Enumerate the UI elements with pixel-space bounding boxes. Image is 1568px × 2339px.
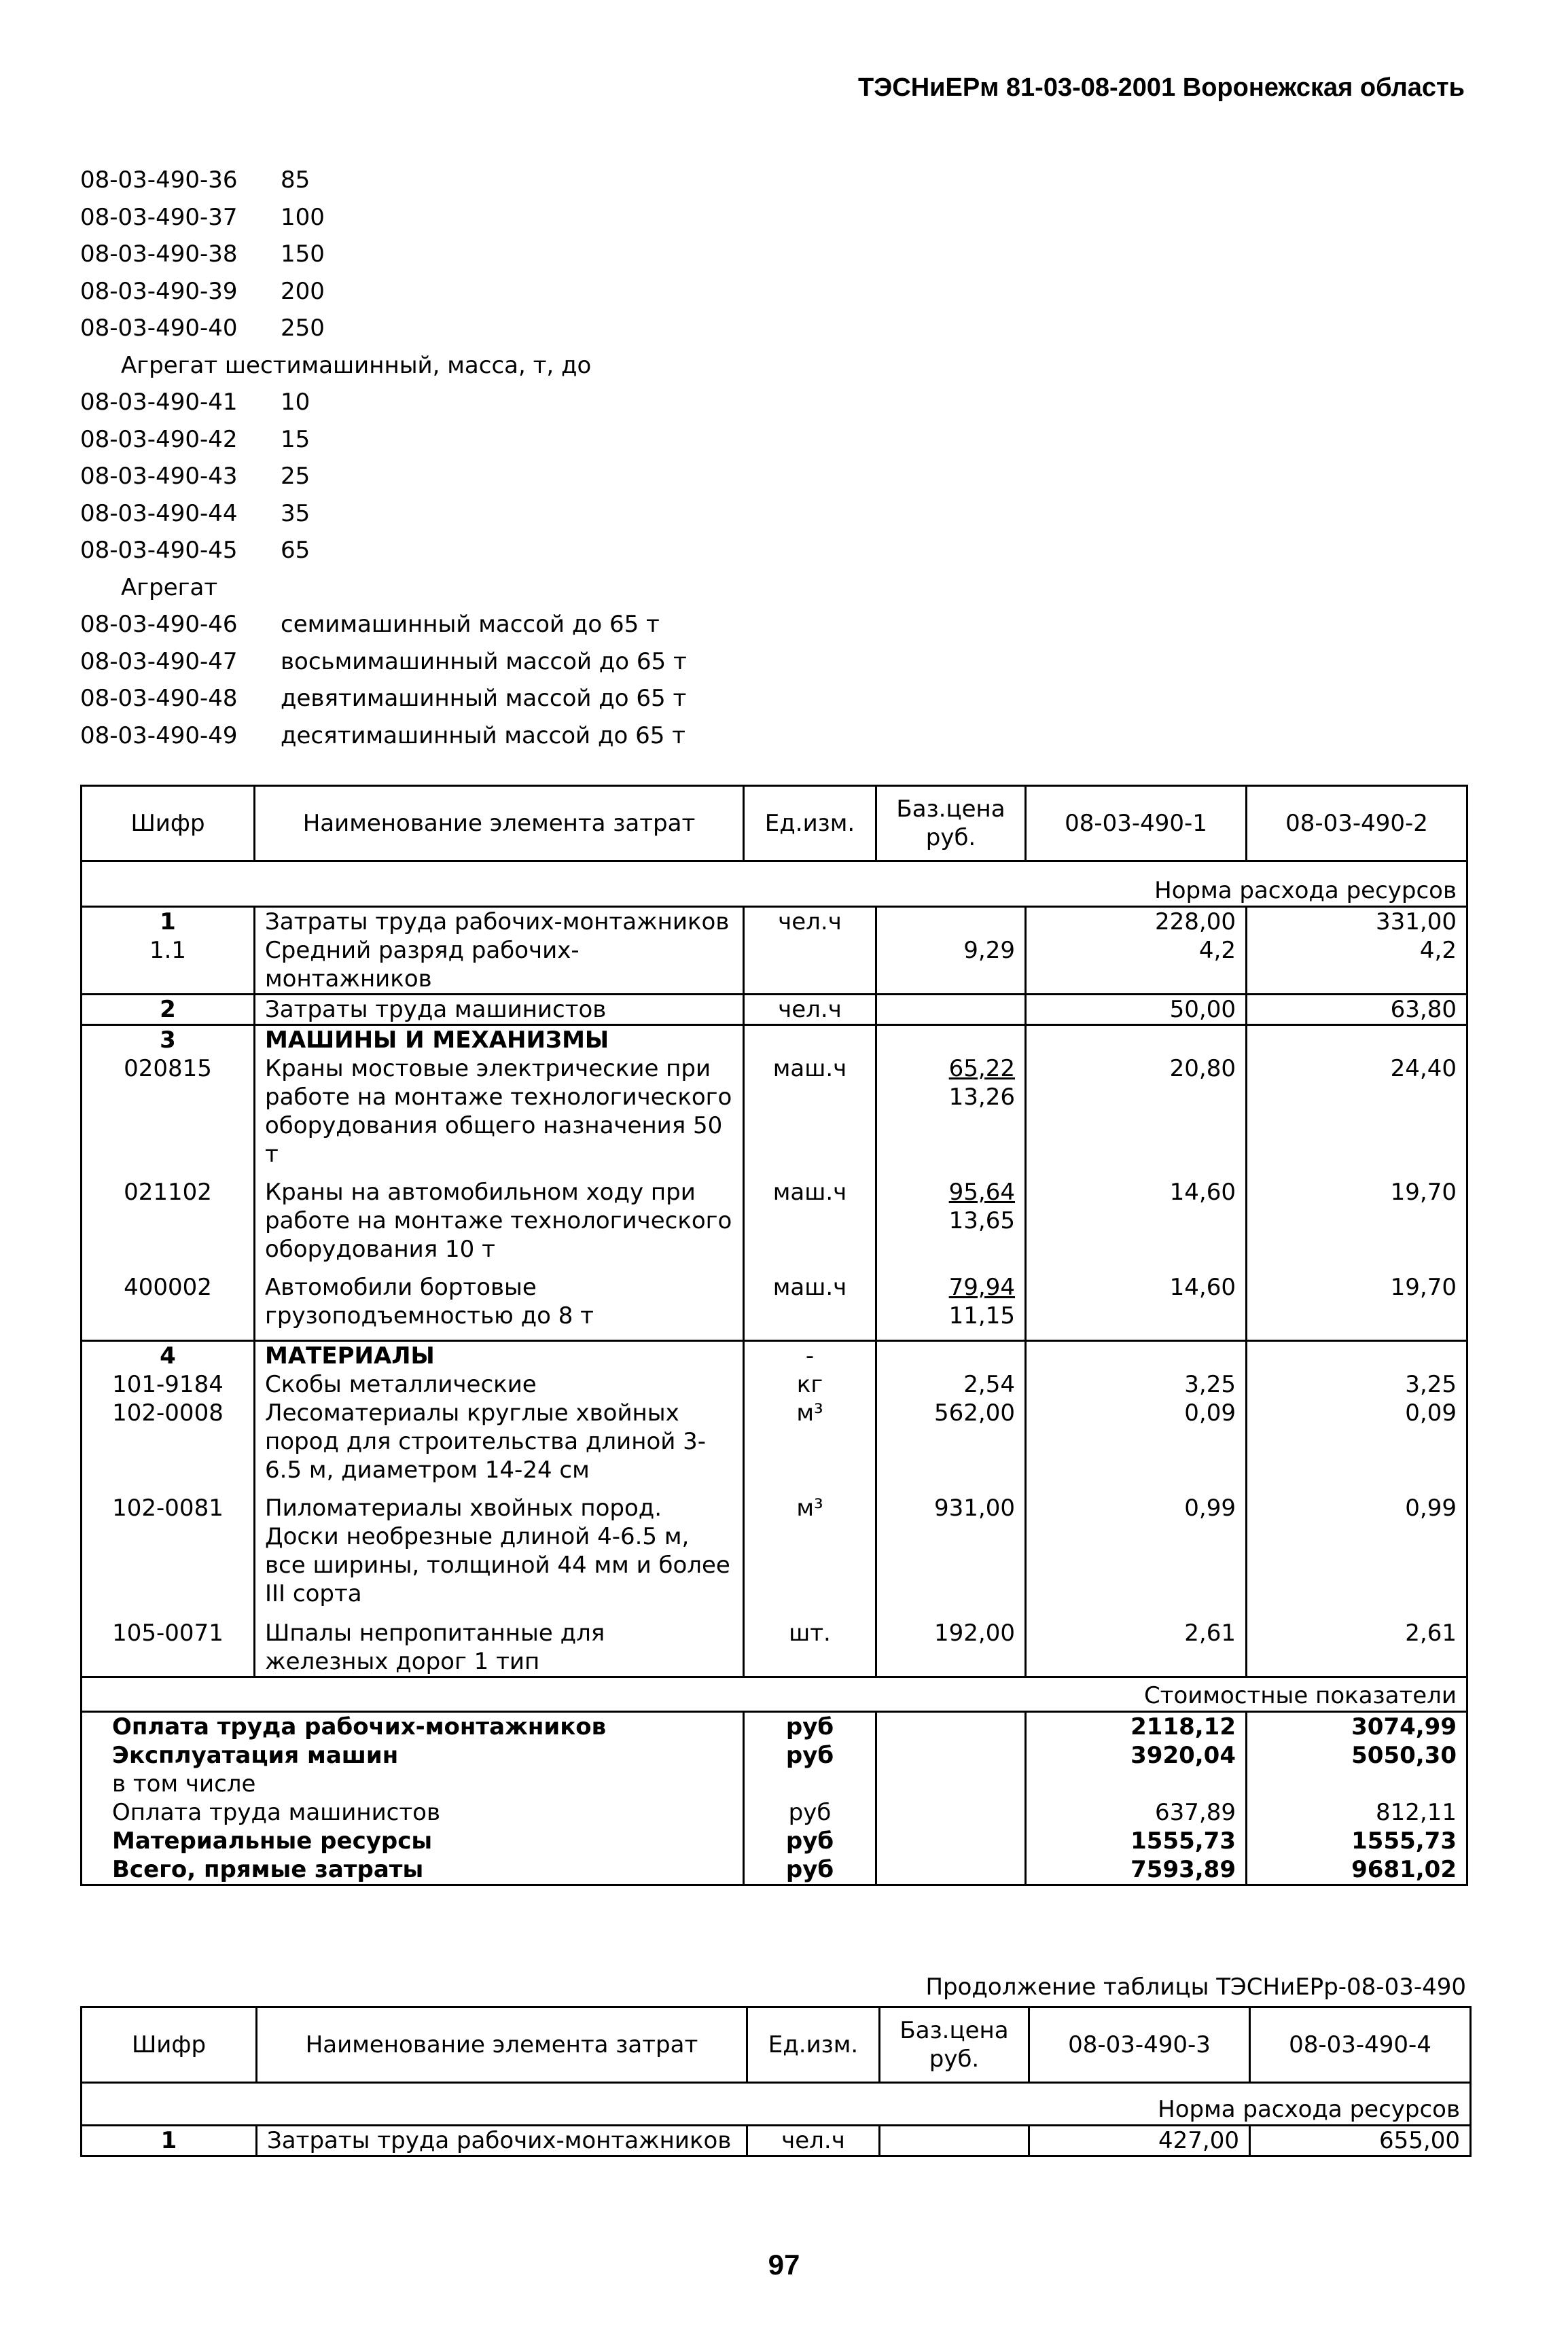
table-row <box>82 1054 1467 1178</box>
cost-row-value-1: 2118,12 <box>1026 1712 1247 1742</box>
cost-row-value-2 <box>1247 1770 1467 1798</box>
row-value-2: 63,80 <box>1247 995 1467 1025</box>
code-list-value: восьмимашинный массой до 65 т <box>281 647 687 675</box>
row-code: 102-0008 <box>82 1399 255 1494</box>
row-price <box>876 1178 1026 1273</box>
row-value-2: 4,2 <box>1247 936 1467 995</box>
row-value-1: 2,61 <box>1026 1619 1247 1677</box>
cost-row-value-1: 7593,89 <box>1026 1855 1247 1885</box>
row-unit: м³ <box>744 1399 876 1494</box>
cost-row <box>82 1798 1467 1827</box>
table-row <box>82 1178 1467 1273</box>
row-price-value: 65,22 <box>948 1055 1015 1082</box>
row-code: 1 <box>82 2126 257 2156</box>
row-unit: чел.ч <box>747 2126 880 2156</box>
row-name: Краны на автомобильном ходу при работе на монтаже технологического оборудования 10 т <box>255 1178 744 1273</box>
code-list-value: десятимашинный массой до 65 т <box>281 721 685 749</box>
row-unit <box>744 936 876 995</box>
header-name: Наименование элемента затрат <box>255 786 744 861</box>
code-list-item <box>80 495 687 533</box>
code-list-code: 08-03-490-37 <box>80 203 238 231</box>
row-value-1: 4,2 <box>1026 936 1247 995</box>
header-name: Наименование элемента затрат <box>257 2007 747 2083</box>
row-value-1: 50,00 <box>1026 995 1247 1025</box>
code-list-value: 200 <box>281 277 325 305</box>
row-price <box>876 1399 1026 1494</box>
header-unit: Ед.изм. <box>744 786 876 861</box>
cost-row-name: Оплата труда рабочих-монтажников <box>82 1712 744 1742</box>
code-list-item <box>80 458 687 495</box>
row-value-2 <box>1247 1025 1467 1055</box>
row-price <box>876 1341 1026 1371</box>
code-list-item <box>80 643 687 681</box>
row-value-2 <box>1247 1341 1467 1371</box>
row-price <box>876 936 1026 995</box>
row-value-2: 24,40 <box>1247 1054 1467 1178</box>
code-list-value: 150 <box>281 240 325 268</box>
row-code: 101-9184 <box>82 1370 255 1399</box>
row-unit: - <box>744 1341 876 1371</box>
code-list-item <box>80 310 687 347</box>
row-code: 1.1 <box>82 936 255 995</box>
code-list-item <box>80 162 687 199</box>
code-list-heading-text: Агрегат <box>121 573 218 601</box>
cost-row-price <box>876 1770 1026 1798</box>
code-list-code: 08-03-490-39 <box>80 277 238 305</box>
row-code: 4 <box>82 1341 255 1371</box>
code-list-heading <box>80 347 687 385</box>
row-value-2: 19,70 <box>1247 1178 1467 1273</box>
code-list-item <box>80 680 687 717</box>
code-list-item <box>80 717 687 755</box>
row-value-2: 3,25 <box>1247 1370 1467 1399</box>
cost-row-price <box>876 1741 1026 1770</box>
code-list-code: 08-03-490-45 <box>80 537 238 564</box>
cost-row-unit <box>744 1770 876 1798</box>
row-price <box>876 1025 1026 1055</box>
table-header-row <box>82 786 1467 861</box>
code-list-code: 08-03-490-46 <box>80 611 238 638</box>
header-col-2: 08-03-490-2 <box>1247 786 1467 861</box>
row-price <box>876 1370 1026 1399</box>
code-list-value: 35 <box>281 499 310 527</box>
code-list-value: девятимашинный массой до 65 т <box>281 685 687 712</box>
table-row <box>82 1025 1467 1055</box>
row-unit: кг <box>744 1370 876 1399</box>
cost-caption: Стоимостные показатели <box>82 1677 1467 1712</box>
code-list-code: 08-03-490-38 <box>80 240 238 268</box>
cost-row-value-1: 1555,73 <box>1026 1827 1247 1855</box>
resource-table-1 <box>80 785 1468 1886</box>
cost-row-value-2: 5050,30 <box>1247 1741 1467 1770</box>
row-value-1: 20,80 <box>1026 1054 1247 1178</box>
row-price <box>876 1494 1026 1619</box>
code-list-code: 08-03-490-41 <box>80 389 238 416</box>
row-unit: чел.ч <box>744 995 876 1025</box>
norm-caption-row <box>82 861 1467 907</box>
row-price-secondary: 13,26 <box>948 1084 1015 1111</box>
cost-row-unit: руб <box>744 1741 876 1770</box>
code-list-code: 08-03-490-49 <box>80 721 238 749</box>
code-list-code: 08-03-490-48 <box>80 685 238 712</box>
row-code: 3 <box>82 1025 255 1055</box>
cost-row-value-2: 9681,02 <box>1247 1855 1467 1885</box>
row-price-value: 2,54 <box>963 1371 1015 1398</box>
cost-row-value-1: 3920,04 <box>1026 1741 1247 1770</box>
cost-row-value-2: 1555,73 <box>1247 1827 1467 1855</box>
header-price: Баз.цена руб. <box>880 2007 1029 2083</box>
row-name: Пиломатериалы хвойных пород. Доски необрезные длиной 4-6.5 м, все ширины, толщиной 44 мм и более III сорта <box>255 1494 744 1619</box>
row-code: 105-0071 <box>82 1619 255 1677</box>
continuation-caption: Продолжение таблицы ТЭСНиЕРр-08-03-490 <box>925 1974 1466 2001</box>
cost-row-name: Материальные ресурсы <box>82 1827 744 1855</box>
cost-row-value-1: 637,89 <box>1026 1798 1247 1827</box>
header-col-3: 08-03-490-3 <box>1029 2007 1250 2083</box>
table-row <box>82 936 1467 995</box>
code-list-value: 15 <box>281 425 310 453</box>
row-value-1: 3,25 <box>1026 1370 1247 1399</box>
table-header-row <box>82 2007 1471 2083</box>
row-price <box>876 1054 1026 1178</box>
row-value-1 <box>1026 1025 1247 1055</box>
row-price <box>876 1273 1026 1341</box>
code-list-code: 08-03-490-40 <box>80 315 238 342</box>
row-value-2: 655,00 <box>1250 2126 1471 2156</box>
row-price-value: 931,00 <box>934 1495 1015 1522</box>
cost-row-price <box>876 1712 1026 1742</box>
table-row <box>82 995 1467 1025</box>
row-price-value: 192,00 <box>934 1620 1015 1647</box>
row-value-1: 14,60 <box>1026 1273 1247 1341</box>
code-list-code: 08-03-490-43 <box>80 463 238 490</box>
code-list-value: семимашинный массой до 65 т <box>281 611 660 638</box>
norm-caption: Норма расхода ресурсов <box>82 861 1467 907</box>
cost-row <box>82 1712 1467 1742</box>
cost-row-unit: руб <box>744 1827 876 1855</box>
code-list-value: 100 <box>281 203 325 231</box>
row-price-value: 95,64 <box>948 1179 1015 1206</box>
row-unit: шт. <box>744 1619 876 1677</box>
resource-table-2 <box>80 2006 1472 2157</box>
code-list-item <box>80 236 687 273</box>
row-value-1: 228,00 <box>1026 907 1247 937</box>
row-value-1: 14,60 <box>1026 1178 1247 1273</box>
cost-row-unit: руб <box>744 1712 876 1742</box>
code-list-heading-text: Агрегат шестимашинный, масса, т, до <box>121 351 592 379</box>
cost-row-value-1 <box>1026 1770 1247 1798</box>
row-name: МАТЕРИАЛЫ <box>255 1341 744 1371</box>
row-price <box>876 907 1026 937</box>
row-price-value: 79,94 <box>948 1274 1015 1301</box>
header-col-4: 08-03-490-4 <box>1250 2007 1471 2083</box>
row-name: Средний разряд рабочих-монтажников <box>255 936 744 995</box>
code-list-value: 250 <box>281 315 325 342</box>
row-unit: маш.ч <box>744 1178 876 1273</box>
table-row <box>82 1273 1467 1341</box>
row-name: Лесоматериалы круглые хвойных пород для строительства длиной 3-6.5 м, диаметром 14-24 см <box>255 1399 744 1494</box>
table-row <box>82 1341 1467 1371</box>
code-list-item <box>80 606 687 643</box>
cost-row-price <box>876 1855 1026 1885</box>
row-value-1: 0,09 <box>1026 1399 1247 1494</box>
row-price <box>876 995 1026 1025</box>
row-name: Краны мостовые электрические при работе на монтаже технологического оборудования общего назначения 50 т <box>255 1054 744 1178</box>
row-value-1: 0,99 <box>1026 1494 1247 1619</box>
table-row <box>82 1494 1467 1619</box>
row-value-2: 331,00 <box>1247 907 1467 937</box>
norm-caption-row <box>82 2083 1471 2126</box>
header-price: Баз.цена руб. <box>876 786 1026 861</box>
row-price-value: 9,29 <box>963 937 1015 964</box>
cost-row <box>82 1855 1467 1885</box>
code-list-item <box>80 421 687 459</box>
header-col-1: 08-03-490-1 <box>1026 786 1247 861</box>
row-code: 102-0081 <box>82 1494 255 1619</box>
table-row <box>82 2126 1471 2156</box>
header-code: Шифр <box>82 786 255 861</box>
row-value-2: 2,61 <box>1247 1619 1467 1677</box>
code-list-code: 08-03-490-36 <box>80 166 238 194</box>
row-code: 2 <box>82 995 255 1025</box>
cost-row <box>82 1741 1467 1770</box>
row-unit: маш.ч <box>744 1273 876 1341</box>
code-list-item <box>80 199 687 236</box>
row-name: Затраты труда рабочих-монтажников <box>255 907 744 937</box>
code-list-value: 10 <box>281 389 310 416</box>
row-unit: маш.ч <box>744 1054 876 1178</box>
row-name: Затраты труда рабочих-монтажников <box>257 2126 747 2156</box>
cost-row <box>82 1827 1467 1855</box>
row-unit <box>744 1025 876 1055</box>
cost-caption-row <box>82 1677 1467 1712</box>
row-code: 1 <box>82 907 255 937</box>
row-value-2: 0,09 <box>1247 1399 1467 1494</box>
row-name: МАШИНЫ И МЕХАНИЗМЫ <box>255 1025 744 1055</box>
row-name: Шпалы непропитанные для железных дорог 1 тип <box>255 1619 744 1677</box>
table-row <box>82 1370 1467 1399</box>
row-value-2: 0,99 <box>1247 1494 1467 1619</box>
code-list-item <box>80 273 687 310</box>
code-list-code: 08-03-490-42 <box>80 425 238 453</box>
row-price-value: 562,00 <box>934 1399 1015 1427</box>
code-list-value: 85 <box>281 166 310 194</box>
cost-row-name: в том числе <box>82 1770 744 1798</box>
table-row <box>82 1619 1467 1677</box>
cost-row-unit: руб <box>744 1855 876 1885</box>
cost-row-value-2: 3074,99 <box>1247 1712 1467 1742</box>
header-code: Шифр <box>82 2007 257 2083</box>
document-header: ТЭСНиЕРм 81-03-08-2001 Воронежская область <box>858 73 1465 102</box>
row-code: 020815 <box>82 1054 255 1178</box>
table-row <box>82 907 1467 937</box>
row-price-secondary: 13,65 <box>948 1207 1015 1234</box>
code-list-item <box>80 532 687 569</box>
row-unit: м³ <box>744 1494 876 1619</box>
code-list-code: 08-03-490-47 <box>80 647 238 675</box>
row-code: 400002 <box>82 1273 255 1341</box>
row-price <box>880 2126 1029 2156</box>
cost-row-name: Оплата труда машинистов <box>82 1798 744 1827</box>
cost-row-name: Эксплуатация машин <box>82 1741 744 1770</box>
code-list-value: 25 <box>281 463 310 490</box>
code-list-code: 08-03-490-44 <box>80 499 238 527</box>
row-value-1: 427,00 <box>1029 2126 1250 2156</box>
cost-row-unit: руб <box>744 1798 876 1827</box>
page-number: 97 <box>768 2249 800 2281</box>
cost-row-price <box>876 1798 1026 1827</box>
norm-caption: Норма расхода ресурсов <box>82 2083 1471 2126</box>
table-row <box>82 1399 1467 1494</box>
row-price-secondary: 11,15 <box>948 1302 1015 1329</box>
cost-row-value-2: 812,11 <box>1247 1798 1467 1827</box>
header-unit: Ед.изм. <box>747 2007 880 2083</box>
code-list-value: 65 <box>281 537 310 564</box>
code-list <box>80 162 687 754</box>
row-name: Автомобили бортовые грузоподъемностью до 8 т <box>255 1273 744 1341</box>
code-list-item <box>80 384 687 421</box>
row-code: 021102 <box>82 1178 255 1273</box>
code-list-heading <box>80 569 687 607</box>
row-value-1 <box>1026 1341 1247 1371</box>
row-unit: чел.ч <box>744 907 876 937</box>
cost-row-name: Всего, прямые затраты <box>82 1855 744 1885</box>
row-price <box>876 1619 1026 1677</box>
row-value-2: 19,70 <box>1247 1273 1467 1341</box>
cost-row <box>82 1770 1467 1798</box>
row-name: Скобы металлические <box>255 1370 744 1399</box>
cost-row-price <box>876 1827 1026 1855</box>
row-name: Затраты труда машинистов <box>255 995 744 1025</box>
